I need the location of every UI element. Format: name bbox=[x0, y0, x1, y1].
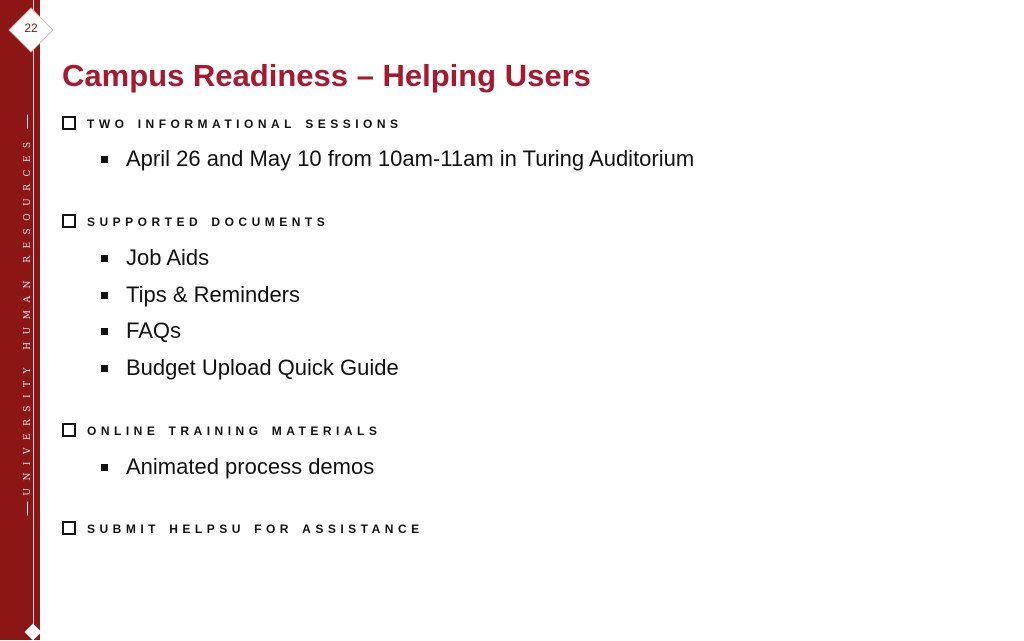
bullet-icon bbox=[101, 464, 108, 471]
sidebar-rule bbox=[33, 0, 34, 640]
list-item bbox=[101, 245, 209, 271]
list-item-text: April 26 and May 10 from 10am-11am in Turing Auditorium bbox=[126, 146, 695, 171]
list-item-text: Job Aids bbox=[126, 245, 210, 270]
section-heading-documents bbox=[62, 211, 329, 231]
bullet-icon bbox=[101, 365, 108, 372]
list-item bbox=[101, 454, 374, 480]
list-item bbox=[101, 146, 694, 172]
sidebar-label: UNIVERSITY HUMAN RESOURCES bbox=[23, 108, 33, 521]
list-item-text: Animated process demos bbox=[126, 454, 375, 479]
section-heading-text: submit helpsu for assistance bbox=[87, 518, 424, 537]
sidebar-band bbox=[0, 0, 40, 640]
checkbox-icon bbox=[62, 521, 76, 535]
bullet-icon bbox=[101, 328, 108, 335]
list-item bbox=[101, 318, 181, 344]
bullet-icon bbox=[101, 292, 108, 299]
bullet-icon bbox=[101, 255, 108, 262]
list-item bbox=[101, 282, 300, 308]
checkbox-icon bbox=[62, 116, 76, 130]
section-heading-helpsu bbox=[62, 518, 424, 538]
list-item-text: FAQs bbox=[126, 318, 182, 343]
checkbox-icon bbox=[62, 214, 76, 228]
slide-title: Campus Readiness – Helping Users bbox=[62, 58, 591, 93]
list-item-text: Budget Upload Quick Guide bbox=[126, 355, 399, 380]
list-item bbox=[101, 355, 399, 381]
section-heading-text: two informational sessions bbox=[87, 113, 403, 132]
section-heading-sessions bbox=[62, 113, 403, 133]
section-heading-training bbox=[62, 420, 381, 440]
page-number: 22 bbox=[24, 21, 38, 35]
checkbox-icon bbox=[62, 423, 76, 437]
section-heading-text: online training materials bbox=[87, 420, 382, 439]
bullet-icon bbox=[101, 156, 108, 163]
section-heading-text: supported documents bbox=[87, 211, 330, 230]
list-item-text: Tips & Reminders bbox=[126, 282, 301, 307]
